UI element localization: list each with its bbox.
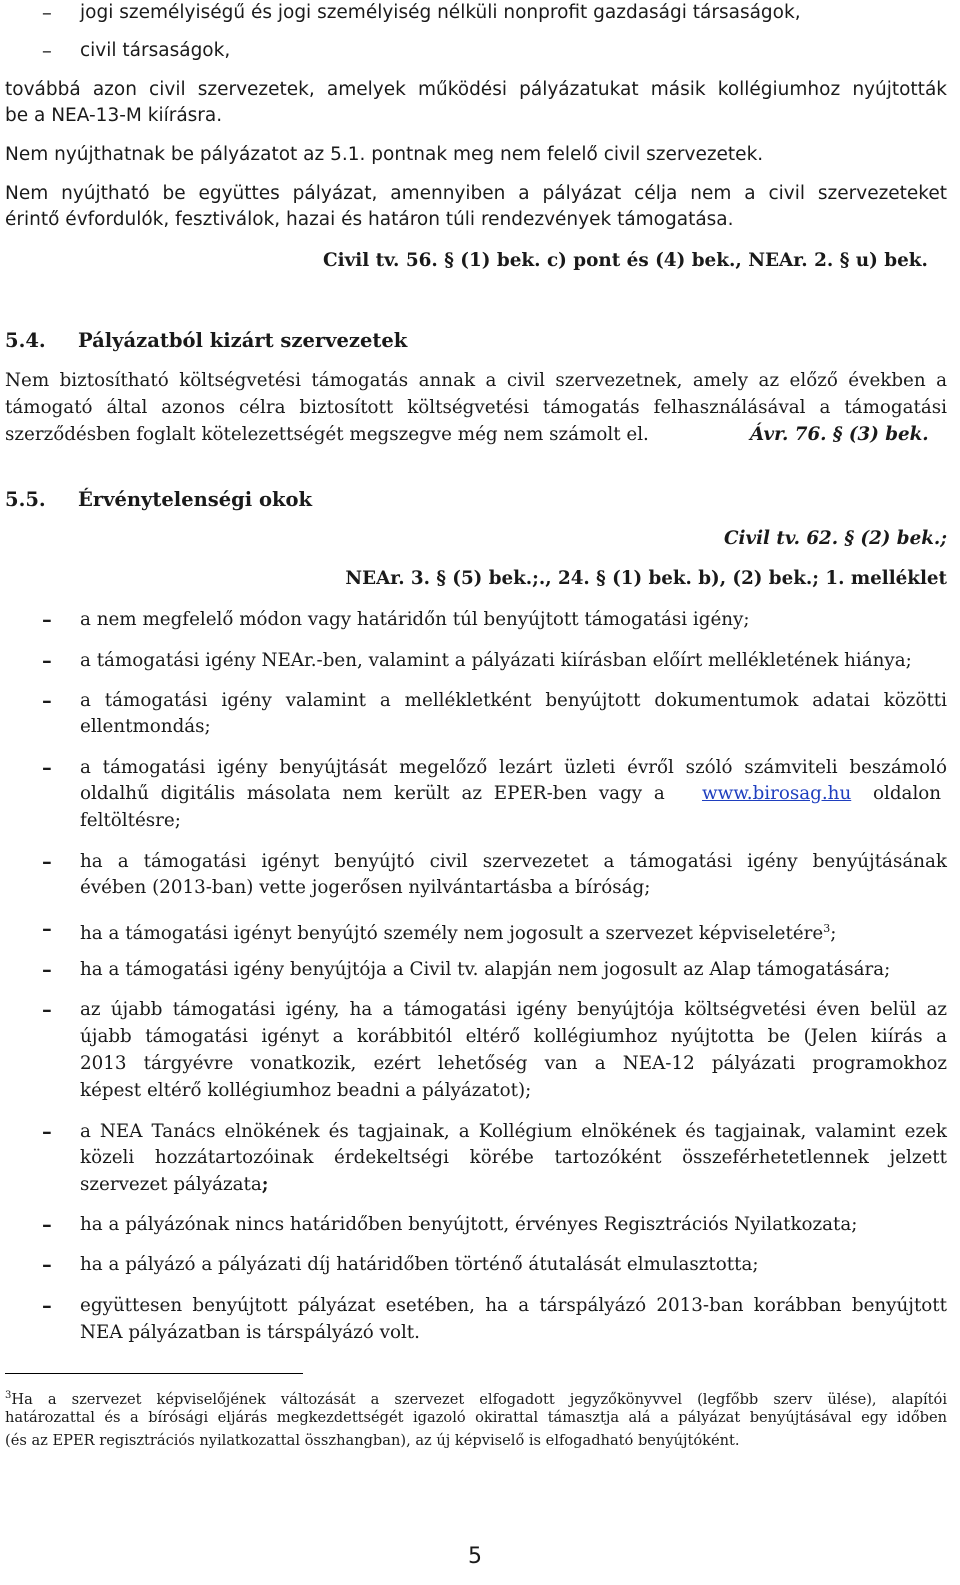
paragraph-line: Nem nyújtható be együttes pályázat, amennyiben a pályázat célja nem a civil szervezeteket — [5, 183, 947, 204]
footnote-line: (és az EPER regisztrációs nyilatkozattal összhangban), az új képviselő is elfogadható benyújtóként. — [5, 1432, 740, 1449]
section-number: 5.4. — [5, 329, 46, 352]
footnote-text: Ha a szervezet képviselőjének változását a szervezet elfogadott jegyzőkönyvvel (legfőbb szerv ülése), alapítói — [11, 1390, 947, 1408]
list-dash: – — [42, 1253, 52, 1276]
list-dash: – — [42, 1294, 52, 1317]
footnote-line — [5, 1386, 947, 1410]
section-title: Pályázatból kizárt szervezetek — [78, 329, 408, 352]
section-title: Érvénytelenségi okok — [78, 488, 313, 511]
list-item: jogi személyiségű és jogi személyiség nélküli nonprofit gazdasági társaságok, — [80, 2, 801, 23]
footnote-divider — [5, 1373, 303, 1374]
paragraph-line: szerződésben foglalt kötelezettségét megszegve még nem számolt el. — [5, 424, 649, 445]
list-item-line: az újabb támogatási igény, ha a támogatási igény benyújtója költségvetési éven belül az — [80, 999, 947, 1020]
list-item-line: közeli hozzátartozóinak érdekeltségi körébe tartozóként összeférhetetlennek jelzett — [80, 1147, 947, 1168]
list-item-text: szervezet pályázata — [80, 1174, 262, 1195]
list-item-line: a támogatási igény valamint a mellékletként benyújtott dokumentumok adatai közötti — [80, 690, 947, 711]
list-item: civil társaságok, — [80, 40, 231, 61]
list-item-line: oldalhű digitális másolata nem került az EPER-ben vagy a — [80, 783, 665, 804]
list-dash: – — [42, 1, 52, 24]
list-item-end: ; — [830, 923, 837, 945]
list-dash: – — [42, 1213, 52, 1236]
list-item-line: a támogatási igény benyújtását megelőző lezárt üzleti évről szóló számviteli beszámoló — [80, 757, 947, 778]
list-item-line: feltöltésre; — [80, 810, 181, 831]
page-number: 5 — [468, 1544, 482, 1569]
footnote-mark: 3 — [5, 1390, 12, 1401]
list-dash: – — [42, 689, 52, 712]
paragraph-line: támogató által azonos célra biztosított költségvetési támogatás felhasználásával a támogatási — [5, 397, 947, 418]
list-item-line: együttesen benyújtott pályázat esetében, ha a társpályázó 2013-ban korábban benyújtott — [80, 1295, 947, 1316]
paragraph-line: Nem biztosítható költségvetési támogatás annak a civil szervezetnek, amely az előző években a — [5, 370, 947, 391]
list-dash: – — [42, 649, 52, 672]
paragraph: Nem nyújthatnak be pályázatot az 5.1. pontnak meg nem felelő civil szervezetek. — [5, 144, 764, 165]
birosag-link[interactable]: www.birosag.hu — [702, 783, 852, 804]
legal-reference: NEAr. 3. § (5) bek.;., 24. § (1) bek. b), (2) bek.; 1. melléklet — [345, 568, 947, 589]
list-dash: – — [42, 1120, 52, 1143]
list-item — [80, 917, 836, 946]
list-item-line: ellentmondás; — [80, 716, 211, 737]
paragraph-line: továbbá azon civil szervezetek, amelyek működési pályázatukat másik kollégiumhoz nyújtották — [5, 79, 947, 100]
legal-reference: Civil tv. 56. § (1) bek. c) pont és (4) bek., NEAr. 2. § u) bek. — [323, 250, 928, 271]
list-dash: – — [42, 39, 52, 62]
list-item-end: ; — [261, 1174, 269, 1195]
section-number: 5.5. — [5, 488, 46, 511]
list-item-line — [80, 1173, 269, 1197]
list-dash: – — [42, 917, 52, 940]
list-dash: – — [42, 958, 52, 981]
footnote-ref: 3 — [823, 922, 831, 935]
list-item-line: képest eltérő kollégiumhoz beadni a pályázatot); — [80, 1080, 532, 1101]
paragraph-line: be a NEA-13-M kiírásra. — [5, 105, 223, 126]
list-dash: – — [42, 608, 52, 631]
list-item: a támogatási igény NEAr.-ben, valamint a pályázati kiírásban előírt mellékletének hiánya; — [80, 650, 912, 671]
list-dash: – — [42, 850, 52, 873]
list-item: ha a pályázó a pályázati díj határidőben történő átutalását elmulasztotta; — [80, 1254, 759, 1275]
list-item-line: NEA pályázatban is társpályázó volt. — [80, 1322, 420, 1343]
list-dash: – — [42, 756, 52, 779]
list-item-line: 2013 tárgyévre vonatkozik, ezért lehetőség van a NEA-12 pályázati programokhoz — [80, 1053, 947, 1074]
list-item: ha a pályázónak nincs határidőben benyújtott, érvényes Regisztrációs Nyilatkozata; — [80, 1214, 858, 1235]
list-item-line: újabb támogatási igényt a korábbitól eltérő kollégiumhoz nyújtotta be (Jelen kiírás a — [80, 1026, 947, 1047]
list-item: ha a támogatási igény benyújtója a Civil tv. alapján nem jogosult az Alap támogatására; — [80, 959, 891, 980]
list-item-line: évében (2013-ban) vette jogerősen nyilvántartásba a bíróság; — [80, 877, 651, 898]
legal-reference: Ávr. 76. § (3) bek. — [750, 424, 929, 445]
list-item-line: oldalon — [873, 783, 942, 804]
list-item-text: ha a támogatási igényt benyújtó személy nem jogosult a szervezet képviseletére — [80, 923, 824, 945]
paragraph-line: érintő évfordulók, fesztiválok, hazai és határon túli rendezvények támogatása. — [5, 209, 734, 230]
list-item: a nem megfelelő módon vagy határidőn túl benyújtott támogatási igény; — [80, 609, 750, 630]
footnote-line: határozattal és a bírósági eljárás megkezdettségét igazoló okirattal támasztja alá a pályázat benyújtásával egy időben — [5, 1409, 947, 1426]
list-dash: – — [42, 998, 52, 1021]
list-item-line: a NEA Tanács elnökének és tagjainak, a Kollégium elnökének és tagjainak, valamint ezek — [80, 1121, 947, 1142]
legal-reference: Civil tv. 62. § (2) bek.; — [724, 528, 947, 549]
list-item-line: ha a támogatási igényt benyújtó civil szervezetet a támogatási igény benyújtásának — [80, 851, 947, 872]
